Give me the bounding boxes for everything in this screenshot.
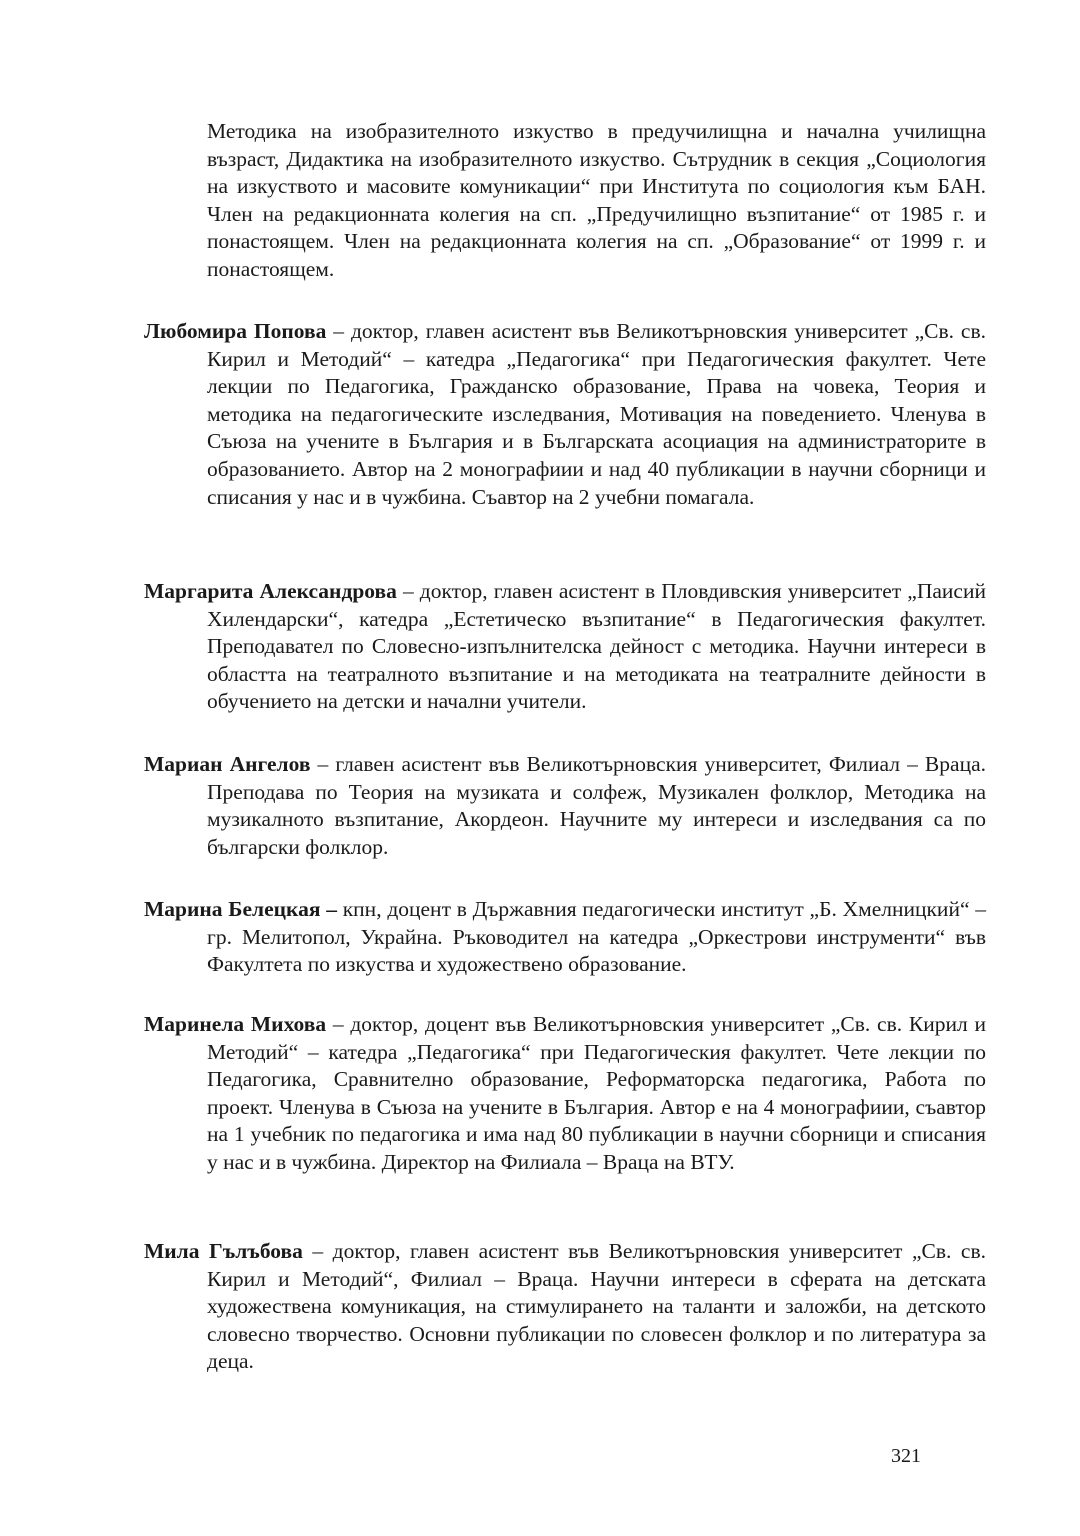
entry-name: Любомира Попова xyxy=(144,319,327,343)
entry-name: Маргарита Александрова xyxy=(144,579,397,603)
entry-text: – главен асистент във Великотърновския университет, Филиал – Враца. Преподава по Теория на музиката и солфеж, Музикален фолклор, Методика на музикалното възпитание, Акордеон. Научните му интереси и изследвания са по български фолклор. xyxy=(207,752,986,859)
page-number: 321 xyxy=(891,1445,921,1467)
entry-name: Марина Белецкая – xyxy=(144,897,337,921)
entry-name: Мила Гълъбова xyxy=(144,1239,303,1263)
entry-text: – доктор, главен асистент в Пловдивския университет „Паисий Хилендарски“, катедра „Естетическо възпитание“ в Педагогическия факултет. Преподавател по Словесно-изпълнителска дейност с методика. Научни интереси в областта на театралното възпитание и на методиката на театралните дейности в обучението на детски и начални учители. xyxy=(207,579,986,714)
entry-margarita-aleksandrova xyxy=(144,578,986,716)
entry-continuation xyxy=(144,118,986,284)
entry-name: Мариан Ангелов xyxy=(144,752,311,776)
entry-text: – доктор, главен асистент във Великотърновския университет „Св. св. Кирил и Методий“ – катедра „Педагогика“ при Педагогическия факултет. Чете лекции по Педагогика, Гражданско образование, Права на човека, Теория и методика на педагогическите изследвания, Мотивация на поведението. Членува в Съюза на учените в България и в Българската асоциация на администраторите в образованието. Автор на 2 монографиии и над 40 публикации в научни сборници и списания у нас и в чужбина. Съавтор на 2 учебни помагала. xyxy=(207,319,986,509)
entry-text: – доктор, доцент във Великотърновския университет „Св. св. Кирил и Методий“ – катедра „Педагогика“ при Педагогическия факултет. Чете лекции по Педагогика, Сравнително образование, Реформаторска педагогика, Работа по проект. Членува в Съюза на учените в България. Автор е на 4 монографиии, съавтор на 1 учебник по педагогика и има над 80 публикации в научни сборници и списания у нас и в чужбина. Директор на Филиала – Враца на ВТУ. xyxy=(207,1012,986,1174)
entry-marina-beletskaya xyxy=(144,896,986,979)
entry-marian-angelov xyxy=(144,751,986,861)
entry-text: кпн, доцент в Държавния педагогически институт „Б. Хмелницкий“ – гр. Мелитопол, Украйна. Ръководител на катедра „Оркестрови инструменти“ във Факултета по изкуства и художествено образование. xyxy=(207,897,986,977)
entry-mila-galabova xyxy=(144,1238,986,1376)
entry-name: Маринела Михова xyxy=(144,1012,327,1036)
entry-text: – доктор, главен асистент във Великотърновския университет „Св. св. Кирил и Методий“, Филиал – Враца. Научни интереси в сферата на детската художествена комуникация, на стимулирането на таланти и заложби, на детското словесно творчество. Основни публикации по словесен фолклор и по литература за деца. xyxy=(207,1239,986,1374)
entry-text: Методика на изобразителното изкуство в предучилищна и начална училищна възраст, Дидактика на изобразителното изкуство. Сътрудник в секция „Социология на изкуството и масовите комуникации“ при Института по социология към БАН. Член на редакционната колегия на сп. „Предучилищно възпитание“ от 1985 г. и понастоящем. Член на редакционната колегия на сп. „Образование“ от 1999 г. и понастоящем. xyxy=(207,119,986,281)
entry-marinela-mihova xyxy=(144,1011,986,1177)
entry-lyubomira-popova xyxy=(144,318,986,511)
